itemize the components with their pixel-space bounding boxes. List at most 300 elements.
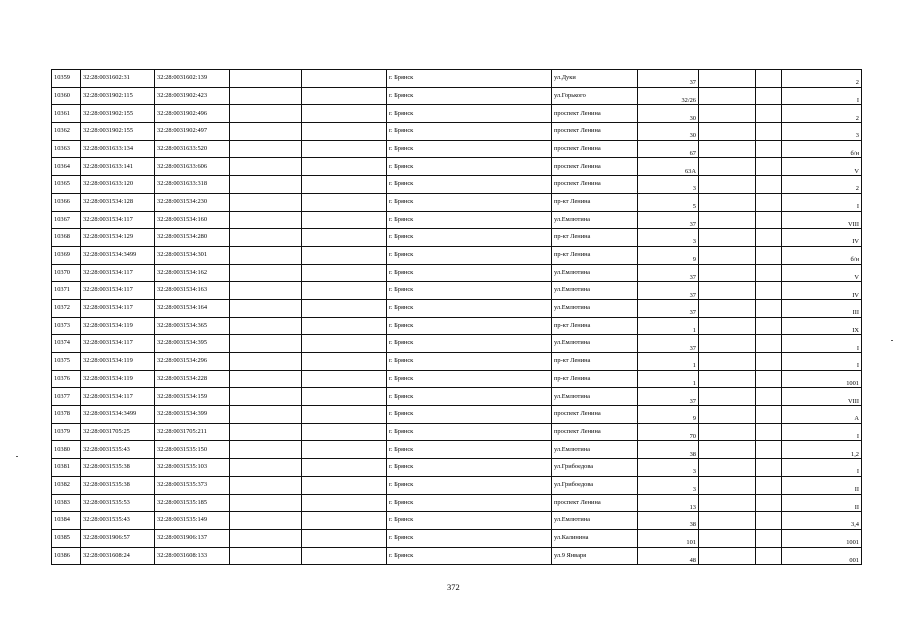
house-number-cell: 1 bbox=[638, 317, 699, 335]
table-row bbox=[52, 193, 862, 211]
empty-cell bbox=[756, 229, 782, 247]
premises-number-cell: IV bbox=[782, 282, 862, 300]
record-number-cell: 10369 bbox=[52, 246, 81, 264]
record-number-cell: 10380 bbox=[52, 441, 81, 459]
empty-cell bbox=[699, 388, 756, 406]
record-number-cell: 10364 bbox=[52, 158, 81, 176]
record-number-cell: 10384 bbox=[52, 512, 81, 530]
empty-cell bbox=[302, 512, 387, 530]
premises-number-cell: V bbox=[782, 158, 862, 176]
land-cadastral-number-cell: 32:28:0031534:3499 bbox=[81, 406, 155, 424]
object-cadastral-number-cell: 32:28:0031534:395 bbox=[155, 335, 230, 353]
premises-number-cell: II bbox=[782, 476, 862, 494]
empty-cell bbox=[756, 512, 782, 530]
premises-number-cell: II bbox=[782, 494, 862, 512]
object-cadastral-number-cell: 32:28:0031535:185 bbox=[155, 494, 230, 512]
object-cadastral-number-cell: 32:28:0031534:160 bbox=[155, 211, 230, 229]
empty-cell bbox=[302, 70, 387, 88]
empty-cell bbox=[230, 211, 302, 229]
land-cadastral-number-cell: 32:28:0031535:43 bbox=[81, 512, 155, 530]
premises-number-cell: IV bbox=[782, 229, 862, 247]
object-cadastral-number-cell: 32:28:0031535:103 bbox=[155, 459, 230, 477]
record-number-cell: 10383 bbox=[52, 494, 81, 512]
city-cell: г. Брянск bbox=[387, 123, 552, 141]
premises-number-cell: I bbox=[782, 87, 862, 105]
empty-cell bbox=[699, 335, 756, 353]
empty-cell bbox=[756, 211, 782, 229]
premises-number-cell: 1001 bbox=[782, 529, 862, 547]
empty-cell bbox=[756, 441, 782, 459]
object-cadastral-number-cell: 32:28:0031534:365 bbox=[155, 317, 230, 335]
empty-cell bbox=[756, 423, 782, 441]
empty-cell bbox=[302, 494, 387, 512]
empty-cell bbox=[756, 70, 782, 88]
land-cadastral-number-cell: 32:28:0031534:117 bbox=[81, 335, 155, 353]
record-number-cell: 10372 bbox=[52, 299, 81, 317]
land-cadastral-number-cell: 32:28:0031535:53 bbox=[81, 494, 155, 512]
empty-cell bbox=[230, 299, 302, 317]
object-cadastral-number-cell: 32:28:0031534:280 bbox=[155, 229, 230, 247]
city-cell: г. Брянск bbox=[387, 87, 552, 105]
empty-cell bbox=[230, 317, 302, 335]
empty-cell bbox=[699, 158, 756, 176]
land-cadastral-number-cell: 32:28:0031535:43 bbox=[81, 441, 155, 459]
street-cell: ул.9 Января bbox=[552, 547, 638, 565]
land-cadastral-number-cell: 32:28:0031602:31 bbox=[81, 70, 155, 88]
empty-cell bbox=[230, 529, 302, 547]
premises-number-cell: 3,4 bbox=[782, 512, 862, 530]
land-cadastral-number-cell: 32:28:0031534:129 bbox=[81, 229, 155, 247]
table-row bbox=[52, 353, 862, 371]
empty-cell bbox=[230, 494, 302, 512]
empty-cell bbox=[756, 317, 782, 335]
object-cadastral-number-cell: 32:28:0031534:164 bbox=[155, 299, 230, 317]
table-row bbox=[52, 87, 862, 105]
empty-cell bbox=[230, 123, 302, 141]
empty-cell bbox=[699, 229, 756, 247]
object-cadastral-number-cell: 32:28:0031902:497 bbox=[155, 123, 230, 141]
empty-cell bbox=[230, 158, 302, 176]
city-cell: г. Брянск bbox=[387, 229, 552, 247]
record-number-cell: 10362 bbox=[52, 123, 81, 141]
empty-cell bbox=[756, 353, 782, 371]
empty-cell bbox=[302, 353, 387, 371]
house-number-cell: 38 bbox=[638, 512, 699, 530]
city-cell: г. Брянск bbox=[387, 459, 552, 477]
house-number-cell: 37 bbox=[638, 70, 699, 88]
premises-number-cell: А bbox=[782, 406, 862, 424]
empty-cell bbox=[699, 317, 756, 335]
register-body bbox=[52, 70, 862, 565]
street-cell: ул.Емлютина bbox=[552, 512, 638, 530]
record-number-cell: 10363 bbox=[52, 140, 81, 158]
record-number-cell: 10382 bbox=[52, 476, 81, 494]
land-cadastral-number-cell: 32:28:0031534:117 bbox=[81, 299, 155, 317]
empty-cell bbox=[699, 140, 756, 158]
object-cadastral-number-cell: 32:28:0031906:137 bbox=[155, 529, 230, 547]
city-cell: г. Брянск bbox=[387, 140, 552, 158]
object-cadastral-number-cell: 32:28:0031602:139 bbox=[155, 70, 230, 88]
premises-number-cell: VIII bbox=[782, 388, 862, 406]
empty-cell bbox=[302, 547, 387, 565]
record-number-cell: 10368 bbox=[52, 229, 81, 247]
record-number-cell: 10367 bbox=[52, 211, 81, 229]
empty-cell bbox=[699, 264, 756, 282]
empty-cell bbox=[302, 476, 387, 494]
city-cell: г. Брянск bbox=[387, 335, 552, 353]
scan-speck bbox=[16, 456, 18, 457]
empty-cell bbox=[756, 406, 782, 424]
house-number-cell: 3 bbox=[638, 459, 699, 477]
object-cadastral-number-cell: 32:28:0031705:211 bbox=[155, 423, 230, 441]
empty-cell bbox=[756, 370, 782, 388]
empty-cell bbox=[230, 335, 302, 353]
table-row bbox=[52, 211, 862, 229]
premises-number-cell: VIII bbox=[782, 211, 862, 229]
premises-number-cell: I bbox=[782, 335, 862, 353]
city-cell: г. Брянск bbox=[387, 193, 552, 211]
object-cadastral-number-cell: 32:28:0031633:318 bbox=[155, 176, 230, 194]
land-cadastral-number-cell: 32:28:0031534:117 bbox=[81, 282, 155, 300]
record-number-cell: 10360 bbox=[52, 87, 81, 105]
table-row bbox=[52, 423, 862, 441]
record-number-cell: 10373 bbox=[52, 317, 81, 335]
empty-cell bbox=[699, 494, 756, 512]
table-row bbox=[52, 105, 862, 123]
empty-cell bbox=[699, 123, 756, 141]
empty-cell bbox=[756, 335, 782, 353]
record-number-cell: 10359 bbox=[52, 70, 81, 88]
house-number-cell: 5 bbox=[638, 193, 699, 211]
empty-cell bbox=[699, 176, 756, 194]
house-number-cell: 1 bbox=[638, 370, 699, 388]
empty-cell bbox=[699, 512, 756, 530]
object-cadastral-number-cell: 32:28:0031534:301 bbox=[155, 246, 230, 264]
city-cell: г. Брянск bbox=[387, 246, 552, 264]
object-cadastral-number-cell: 32:28:0031902:423 bbox=[155, 87, 230, 105]
record-number-cell: 10379 bbox=[52, 423, 81, 441]
house-number-cell: 70 bbox=[638, 423, 699, 441]
object-cadastral-number-cell: 32:28:0031535:150 bbox=[155, 441, 230, 459]
table-row bbox=[52, 370, 862, 388]
empty-cell bbox=[699, 105, 756, 123]
city-cell: г. Брянск bbox=[387, 282, 552, 300]
empty-cell bbox=[699, 246, 756, 264]
empty-cell bbox=[756, 547, 782, 565]
house-number-cell: 30 bbox=[638, 123, 699, 141]
empty-cell bbox=[302, 246, 387, 264]
land-cadastral-number-cell: 32:28:0031534:119 bbox=[81, 353, 155, 371]
table-row bbox=[52, 158, 862, 176]
city-cell: г. Брянск bbox=[387, 353, 552, 371]
empty-cell bbox=[230, 406, 302, 424]
record-number-cell: 10365 bbox=[52, 176, 81, 194]
empty-cell bbox=[756, 264, 782, 282]
premises-number-cell: 2 bbox=[782, 70, 862, 88]
empty-cell bbox=[230, 70, 302, 88]
street-cell: ул.Грибоедова bbox=[552, 459, 638, 477]
empty-cell bbox=[756, 123, 782, 141]
empty-cell bbox=[756, 476, 782, 494]
empty-cell bbox=[302, 176, 387, 194]
land-cadastral-number-cell: 32:28:0031633:134 bbox=[81, 140, 155, 158]
premises-number-cell: 1001 bbox=[782, 370, 862, 388]
empty-cell bbox=[699, 423, 756, 441]
empty-cell bbox=[756, 105, 782, 123]
premises-number-cell: I bbox=[782, 459, 862, 477]
empty-cell bbox=[699, 299, 756, 317]
street-cell: проспект Ленина bbox=[552, 123, 638, 141]
record-number-cell: 10381 bbox=[52, 459, 81, 477]
house-number-cell: 37 bbox=[638, 388, 699, 406]
premises-number-cell: б/н bbox=[782, 140, 862, 158]
record-number-cell: 10376 bbox=[52, 370, 81, 388]
empty-cell bbox=[230, 353, 302, 371]
land-cadastral-number-cell: 32:28:0031534:3499 bbox=[81, 246, 155, 264]
house-number-cell: 9 bbox=[638, 246, 699, 264]
empty-cell bbox=[302, 335, 387, 353]
city-cell: г. Брянск bbox=[387, 406, 552, 424]
object-cadastral-number-cell: 32:28:0031535:149 bbox=[155, 512, 230, 530]
city-cell: г. Брянск bbox=[387, 388, 552, 406]
object-cadastral-number-cell: 32:28:0031902:496 bbox=[155, 105, 230, 123]
street-cell: пр-кт Ленина bbox=[552, 370, 638, 388]
street-cell: ул.Емлютина bbox=[552, 211, 638, 229]
table-row bbox=[52, 494, 862, 512]
street-cell: проспект Ленина bbox=[552, 105, 638, 123]
house-number-cell: 37 bbox=[638, 299, 699, 317]
empty-cell bbox=[302, 423, 387, 441]
table-row bbox=[52, 476, 862, 494]
premises-number-cell: V bbox=[782, 264, 862, 282]
record-number-cell: 10375 bbox=[52, 353, 81, 371]
street-cell: ул.Емлютина bbox=[552, 282, 638, 300]
empty-cell bbox=[302, 441, 387, 459]
house-number-cell: 101 bbox=[638, 529, 699, 547]
empty-cell bbox=[699, 476, 756, 494]
empty-cell bbox=[230, 264, 302, 282]
object-cadastral-number-cell: 32:28:0031534:159 bbox=[155, 388, 230, 406]
street-cell: пр-кт Ленина bbox=[552, 246, 638, 264]
empty-cell bbox=[302, 211, 387, 229]
record-number-cell: 10370 bbox=[52, 264, 81, 282]
empty-cell bbox=[302, 140, 387, 158]
premises-number-cell: 2 bbox=[782, 176, 862, 194]
land-cadastral-number-cell: 32:28:0031902:155 bbox=[81, 123, 155, 141]
empty-cell bbox=[302, 406, 387, 424]
empty-cell bbox=[302, 459, 387, 477]
street-cell: ул.Емлютина bbox=[552, 335, 638, 353]
empty-cell bbox=[302, 264, 387, 282]
empty-cell bbox=[302, 317, 387, 335]
premises-number-cell: I bbox=[782, 193, 862, 211]
empty-cell bbox=[699, 282, 756, 300]
street-cell: пр-кт Ленина bbox=[552, 229, 638, 247]
street-cell: ул.Емлютина bbox=[552, 388, 638, 406]
land-cadastral-number-cell: 32:28:0031633:120 bbox=[81, 176, 155, 194]
record-number-cell: 10374 bbox=[52, 335, 81, 353]
empty-cell bbox=[230, 547, 302, 565]
city-cell: г. Брянск bbox=[387, 529, 552, 547]
empty-cell bbox=[699, 441, 756, 459]
object-cadastral-number-cell: 32:28:0031534:230 bbox=[155, 193, 230, 211]
empty-cell bbox=[699, 70, 756, 88]
table-row bbox=[52, 246, 862, 264]
city-cell: г. Брянск bbox=[387, 317, 552, 335]
street-cell: ул.Калинина bbox=[552, 529, 638, 547]
street-cell: пр-кт Ленина bbox=[552, 317, 638, 335]
city-cell: г. Брянск bbox=[387, 176, 552, 194]
street-cell: проспект Ленина bbox=[552, 494, 638, 512]
house-number-cell: 1 bbox=[638, 353, 699, 371]
land-cadastral-number-cell: 32:28:0031902:155 bbox=[81, 105, 155, 123]
empty-cell bbox=[230, 87, 302, 105]
house-number-cell: 37 bbox=[638, 211, 699, 229]
table-row bbox=[52, 176, 862, 194]
house-number-cell: 38 bbox=[638, 441, 699, 459]
land-cadastral-number-cell: 32:28:0031705:25 bbox=[81, 423, 155, 441]
table-row bbox=[52, 140, 862, 158]
empty-cell bbox=[230, 423, 302, 441]
table-row bbox=[52, 547, 862, 565]
object-cadastral-number-cell: 32:28:0031608:133 bbox=[155, 547, 230, 565]
object-cadastral-number-cell: 32:28:0031535:373 bbox=[155, 476, 230, 494]
house-number-cell: 3 bbox=[638, 176, 699, 194]
page-number: 372 bbox=[447, 582, 460, 592]
land-cadastral-number-cell: 32:28:0031534:117 bbox=[81, 264, 155, 282]
record-number-cell: 10386 bbox=[52, 547, 81, 565]
empty-cell bbox=[230, 246, 302, 264]
street-cell: ул.Горького bbox=[552, 87, 638, 105]
empty-cell bbox=[302, 158, 387, 176]
table-row bbox=[52, 229, 862, 247]
empty-cell bbox=[699, 459, 756, 477]
city-cell: г. Брянск bbox=[387, 547, 552, 565]
street-cell: проспект Ленина bbox=[552, 406, 638, 424]
street-cell: проспект Ленина bbox=[552, 423, 638, 441]
empty-cell bbox=[699, 406, 756, 424]
object-cadastral-number-cell: 32:28:0031633:520 bbox=[155, 140, 230, 158]
empty-cell bbox=[230, 459, 302, 477]
city-cell: г. Брянск bbox=[387, 476, 552, 494]
empty-cell bbox=[756, 246, 782, 264]
land-cadastral-number-cell: 32:28:0031534:119 bbox=[81, 317, 155, 335]
empty-cell bbox=[756, 87, 782, 105]
house-number-cell: 9 bbox=[638, 406, 699, 424]
table-row bbox=[52, 299, 862, 317]
table-row bbox=[52, 441, 862, 459]
street-cell: проспект Ленина bbox=[552, 140, 638, 158]
house-number-cell: 48 bbox=[638, 547, 699, 565]
house-number-cell: 13 bbox=[638, 494, 699, 512]
empty-cell bbox=[756, 176, 782, 194]
object-cadastral-number-cell: 32:28:0031534:162 bbox=[155, 264, 230, 282]
empty-cell bbox=[302, 193, 387, 211]
street-cell: ул.Дуки bbox=[552, 70, 638, 88]
city-cell: г. Брянск bbox=[387, 105, 552, 123]
empty-cell bbox=[756, 529, 782, 547]
city-cell: г. Брянск bbox=[387, 211, 552, 229]
city-cell: г. Брянск bbox=[387, 70, 552, 88]
table-row bbox=[52, 317, 862, 335]
empty-cell bbox=[302, 299, 387, 317]
empty-cell bbox=[302, 388, 387, 406]
table-row bbox=[52, 406, 862, 424]
record-number-cell: 10385 bbox=[52, 529, 81, 547]
empty-cell bbox=[230, 370, 302, 388]
street-cell: ул.Емлютина bbox=[552, 299, 638, 317]
table-row bbox=[52, 264, 862, 282]
house-number-cell: 37 bbox=[638, 264, 699, 282]
empty-cell bbox=[230, 282, 302, 300]
premises-number-cell: б/н bbox=[782, 246, 862, 264]
house-number-cell: 30 bbox=[638, 105, 699, 123]
city-cell: г. Брянск bbox=[387, 512, 552, 530]
premises-number-cell: IX bbox=[782, 317, 862, 335]
house-number-cell: 3 bbox=[638, 229, 699, 247]
land-cadastral-number-cell: 32:28:0031535:38 bbox=[81, 459, 155, 477]
city-cell: г. Брянск bbox=[387, 423, 552, 441]
table-row bbox=[52, 529, 862, 547]
land-cadastral-number-cell: 32:28:0031633:141 bbox=[81, 158, 155, 176]
empty-cell bbox=[302, 529, 387, 547]
empty-cell bbox=[699, 211, 756, 229]
table-row bbox=[52, 459, 862, 477]
house-number-cell: 37 bbox=[638, 282, 699, 300]
empty-cell bbox=[756, 494, 782, 512]
object-cadastral-number-cell: 32:28:0031534:228 bbox=[155, 370, 230, 388]
empty-cell bbox=[302, 370, 387, 388]
land-cadastral-number-cell: 32:28:0031534:117 bbox=[81, 211, 155, 229]
empty-cell bbox=[230, 512, 302, 530]
empty-cell bbox=[699, 87, 756, 105]
city-cell: г. Брянск bbox=[387, 264, 552, 282]
premises-number-cell: 2 bbox=[782, 105, 862, 123]
empty-cell bbox=[230, 476, 302, 494]
street-cell: ул.Емлютина bbox=[552, 441, 638, 459]
land-cadastral-number-cell: 32:28:0031534:117 bbox=[81, 388, 155, 406]
premises-number-cell: I bbox=[782, 423, 862, 441]
empty-cell bbox=[756, 459, 782, 477]
record-number-cell: 10378 bbox=[52, 406, 81, 424]
land-cadastral-number-cell: 32:28:0031535:38 bbox=[81, 476, 155, 494]
empty-cell bbox=[302, 87, 387, 105]
scan-speck bbox=[891, 340, 893, 341]
empty-cell bbox=[699, 547, 756, 565]
object-cadastral-number-cell: 32:28:0031534:296 bbox=[155, 353, 230, 371]
premises-number-cell: 3 bbox=[782, 123, 862, 141]
premises-number-cell: I bbox=[782, 353, 862, 371]
table-row bbox=[52, 282, 862, 300]
property-register-table bbox=[51, 69, 862, 565]
record-number-cell: 10377 bbox=[52, 388, 81, 406]
premises-number-cell: 001 bbox=[782, 547, 862, 565]
empty-cell bbox=[756, 388, 782, 406]
object-cadastral-number-cell: 32:28:0031534:163 bbox=[155, 282, 230, 300]
table-row bbox=[52, 512, 862, 530]
land-cadastral-number-cell: 32:28:0031534:119 bbox=[81, 370, 155, 388]
street-cell: пр-кт Ленина bbox=[552, 193, 638, 211]
premises-number-cell: 1,2 bbox=[782, 441, 862, 459]
table-row bbox=[52, 70, 862, 88]
city-cell: г. Брянск bbox=[387, 299, 552, 317]
street-cell: ул.Грибоедова bbox=[552, 476, 638, 494]
empty-cell bbox=[699, 193, 756, 211]
city-cell: г. Брянск bbox=[387, 158, 552, 176]
house-number-cell: 3 bbox=[638, 476, 699, 494]
object-cadastral-number-cell: 32:28:0031534:399 bbox=[155, 406, 230, 424]
record-number-cell: 10361 bbox=[52, 105, 81, 123]
